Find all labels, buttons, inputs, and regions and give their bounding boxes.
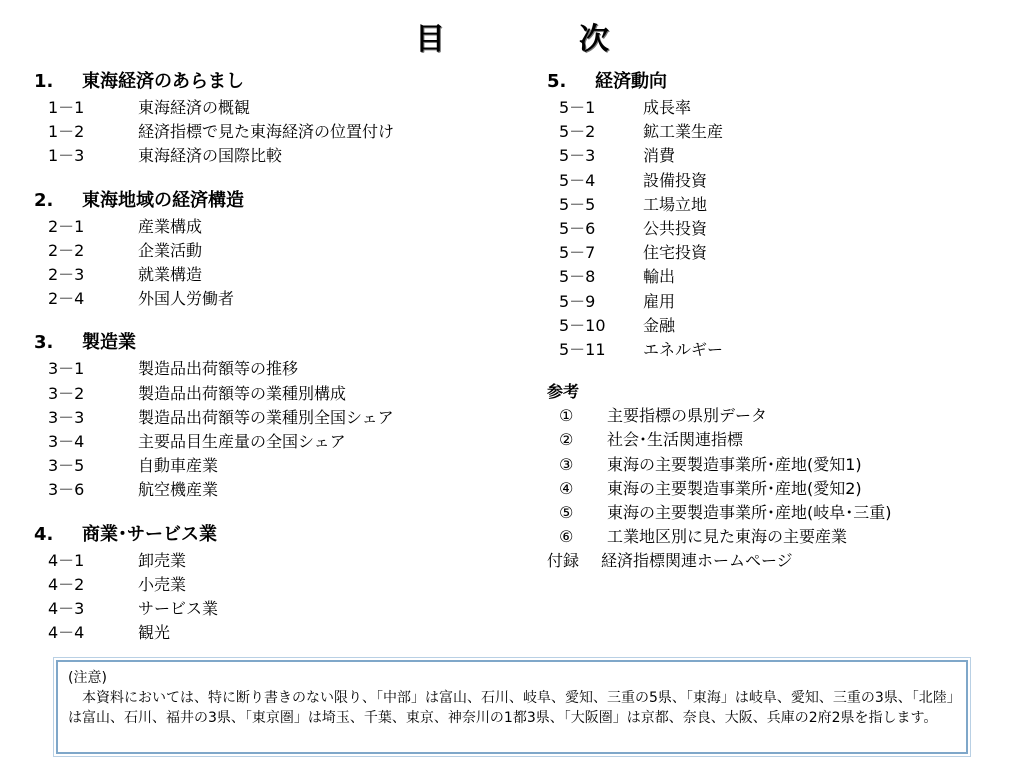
item-number: 5－11 — [559, 340, 606, 360]
toc-section-5 — [547, 68, 1007, 362]
item-number: 1－2 — [48, 122, 85, 142]
toc-item[interactable] — [34, 549, 514, 573]
item-label: 観光 — [138, 623, 171, 643]
item-number: 4－1 — [48, 550, 85, 570]
toc-item[interactable] — [34, 96, 514, 120]
toc-item[interactable] — [34, 621, 514, 645]
toc-item[interactable] — [547, 314, 1007, 338]
toc-item[interactable] — [34, 430, 514, 454]
section-number: 4. — [34, 523, 54, 545]
reference-label: 東海の主要製造事業所･産地(岐阜･三重) — [607, 503, 892, 523]
reference-label: 社会･生活関連指標 — [607, 430, 744, 450]
section-number: 3. — [34, 332, 54, 354]
toc-section-4 — [34, 521, 514, 646]
toc-item[interactable] — [547, 169, 1007, 193]
reference-heading: 参考 — [547, 382, 580, 402]
section-heading[interactable] — [34, 187, 514, 215]
reference-item[interactable] — [547, 525, 1007, 549]
section-heading[interactable] — [34, 521, 514, 549]
reference-number: ③ — [559, 454, 574, 474]
toc-item[interactable] — [547, 338, 1007, 362]
toc-item[interactable] — [34, 120, 514, 144]
toc-item[interactable] — [34, 597, 514, 621]
item-label: 成長率 — [643, 98, 692, 117]
reference-item[interactable] — [547, 501, 1007, 525]
item-number: 5－5 — [559, 194, 596, 214]
item-number: 5－2 — [559, 122, 596, 142]
item-label: 製造品出荷額等の業種別全国シェア — [138, 407, 394, 427]
toc-left-column — [34, 68, 514, 663]
page-title: 目 次 — [415, 22, 661, 57]
item-number: 1－3 — [48, 146, 85, 166]
item-number: 4－2 — [48, 574, 85, 594]
item-number: 3－4 — [48, 432, 85, 452]
toc-item[interactable] — [547, 290, 1007, 314]
item-label: エネルギー — [643, 340, 724, 360]
toc-item[interactable] — [34, 406, 514, 430]
section-heading[interactable] — [547, 68, 1007, 96]
toc-item[interactable] — [34, 215, 514, 239]
item-number: 2－1 — [48, 216, 85, 236]
item-number: 5－4 — [559, 170, 596, 190]
reference-item[interactable] — [547, 477, 1007, 501]
toc-section-2 — [34, 187, 514, 312]
reference-section — [547, 380, 1007, 573]
toc-item[interactable] — [34, 239, 514, 263]
item-number: 5－9 — [559, 291, 596, 311]
item-label: 東海経済の概観 — [138, 98, 251, 117]
item-number: 2－2 — [48, 240, 85, 260]
item-label: 外国人労働者 — [138, 289, 235, 309]
item-number: 3－2 — [48, 383, 85, 403]
appendix-label-prefix: 付録 — [547, 551, 580, 571]
note-body: 本資料においては、特に断り書きのない限り、「中部」は富山、石川、岐阜、愛知、三重の5県、「東海」は岐阜、愛知、三重の3県、「北陸」は富山、石川、福井の3県、「東京圏」は埼玉、千葉、東京、神奈川の1都3県、「大阪圏」は京都、奈良、大阪、兵庫の2府2県を指します。 — [68, 690, 954, 726]
item-label: 就業構造 — [138, 265, 203, 285]
item-label: サービス業 — [138, 599, 219, 619]
item-number: 5－1 — [559, 98, 596, 117]
reference-label: 東海の主要製造事業所･産地(愛知2) — [607, 478, 862, 498]
item-number: 3－3 — [48, 407, 85, 427]
item-number: 4－4 — [48, 623, 85, 643]
item-label: 工場立地 — [643, 194, 708, 214]
item-label: 卸売業 — [138, 550, 187, 570]
item-label: 航空機産業 — [138, 480, 219, 500]
reference-number: ⑥ — [559, 527, 574, 547]
note-box — [56, 660, 968, 754]
toc-item[interactable] — [34, 287, 514, 311]
item-number: 1－1 — [48, 98, 85, 117]
item-label: 自動車産業 — [138, 456, 219, 476]
section-number: 2. — [34, 189, 54, 211]
toc-item[interactable] — [34, 263, 514, 287]
item-label: 製造品出荷額等の推移 — [138, 359, 299, 379]
section-title: 商業･サービス業 — [82, 523, 217, 545]
item-number: 3－6 — [48, 480, 85, 500]
item-number: 3－5 — [48, 456, 85, 476]
item-number: 5－6 — [559, 219, 596, 239]
section-title: 経済動向 — [595, 71, 667, 92]
toc-item[interactable] — [547, 217, 1007, 241]
item-number: 5－7 — [559, 243, 596, 263]
item-label: 輸出 — [643, 267, 676, 287]
reference-item[interactable] — [547, 428, 1007, 452]
reference-number: ① — [559, 406, 574, 426]
item-number: 4－3 — [48, 599, 85, 619]
item-label: 主要品目生産量の全国シェア — [138, 432, 346, 452]
appendix-item[interactable] — [547, 549, 1007, 573]
item-number: 3－1 — [48, 359, 85, 379]
toc-item[interactable] — [547, 120, 1007, 144]
section-title: 製造業 — [82, 332, 136, 354]
item-number: 5－3 — [559, 146, 596, 166]
reference-label: 工業地区別に見た東海の主要産業 — [607, 527, 848, 547]
item-label: 経済指標で見た東海経済の位置付け — [138, 122, 395, 142]
item-label: 産業構成 — [138, 216, 203, 236]
item-label: 設備投資 — [643, 170, 708, 190]
toc-item[interactable] — [34, 357, 514, 381]
toc-right-column — [547, 68, 1007, 573]
toc-item[interactable] — [34, 478, 514, 502]
item-label: 公共投資 — [643, 219, 708, 239]
reference-number: ④ — [559, 478, 574, 498]
item-number: 2－4 — [48, 289, 85, 309]
section-number: 1. — [34, 71, 54, 92]
toc-section-3 — [34, 329, 514, 502]
item-label: 製造品出荷額等の業種別構成 — [138, 383, 347, 403]
item-label: 東海経済の国際比較 — [138, 146, 283, 166]
reference-item[interactable] — [547, 453, 1007, 477]
toc-item[interactable] — [34, 144, 514, 168]
toc-item[interactable] — [547, 193, 1007, 217]
item-label: 消費 — [643, 146, 676, 166]
toc-item[interactable] — [547, 144, 1007, 168]
reference-label: 主要指標の県別データ — [607, 406, 768, 426]
toc-item[interactable] — [547, 96, 1007, 120]
toc-item[interactable] — [547, 265, 1007, 289]
toc-item[interactable] — [34, 573, 514, 597]
toc-item[interactable] — [34, 382, 514, 406]
reference-number: ② — [559, 430, 574, 450]
note-title: (注意) — [68, 670, 107, 686]
item-label: 小売業 — [138, 574, 187, 594]
section-title: 東海経済のあらまし — [82, 71, 244, 92]
reference-number: ⑤ — [559, 503, 574, 523]
section-heading[interactable] — [34, 68, 514, 96]
toc-section-1 — [34, 68, 514, 169]
item-label: 金融 — [643, 315, 676, 335]
toc-item[interactable] — [34, 454, 514, 478]
appendix-label: 経済指標関連ホームページ — [601, 551, 793, 571]
item-label: 住宅投資 — [643, 243, 708, 263]
item-number: 5－8 — [559, 267, 596, 287]
item-label: 雇用 — [643, 291, 676, 311]
item-label: 鉱工業生産 — [643, 122, 724, 142]
item-number: 2－3 — [48, 265, 85, 285]
item-number: 5－10 — [559, 315, 606, 335]
section-heading[interactable] — [34, 329, 514, 357]
reference-label: 東海の主要製造事業所･産地(愛知1) — [607, 454, 862, 474]
section-title: 東海地域の経済構造 — [82, 189, 244, 211]
section-number: 5. — [547, 71, 567, 92]
reference-item[interactable] — [547, 404, 1007, 428]
item-label: 企業活動 — [138, 240, 203, 260]
toc-item[interactable] — [547, 241, 1007, 265]
